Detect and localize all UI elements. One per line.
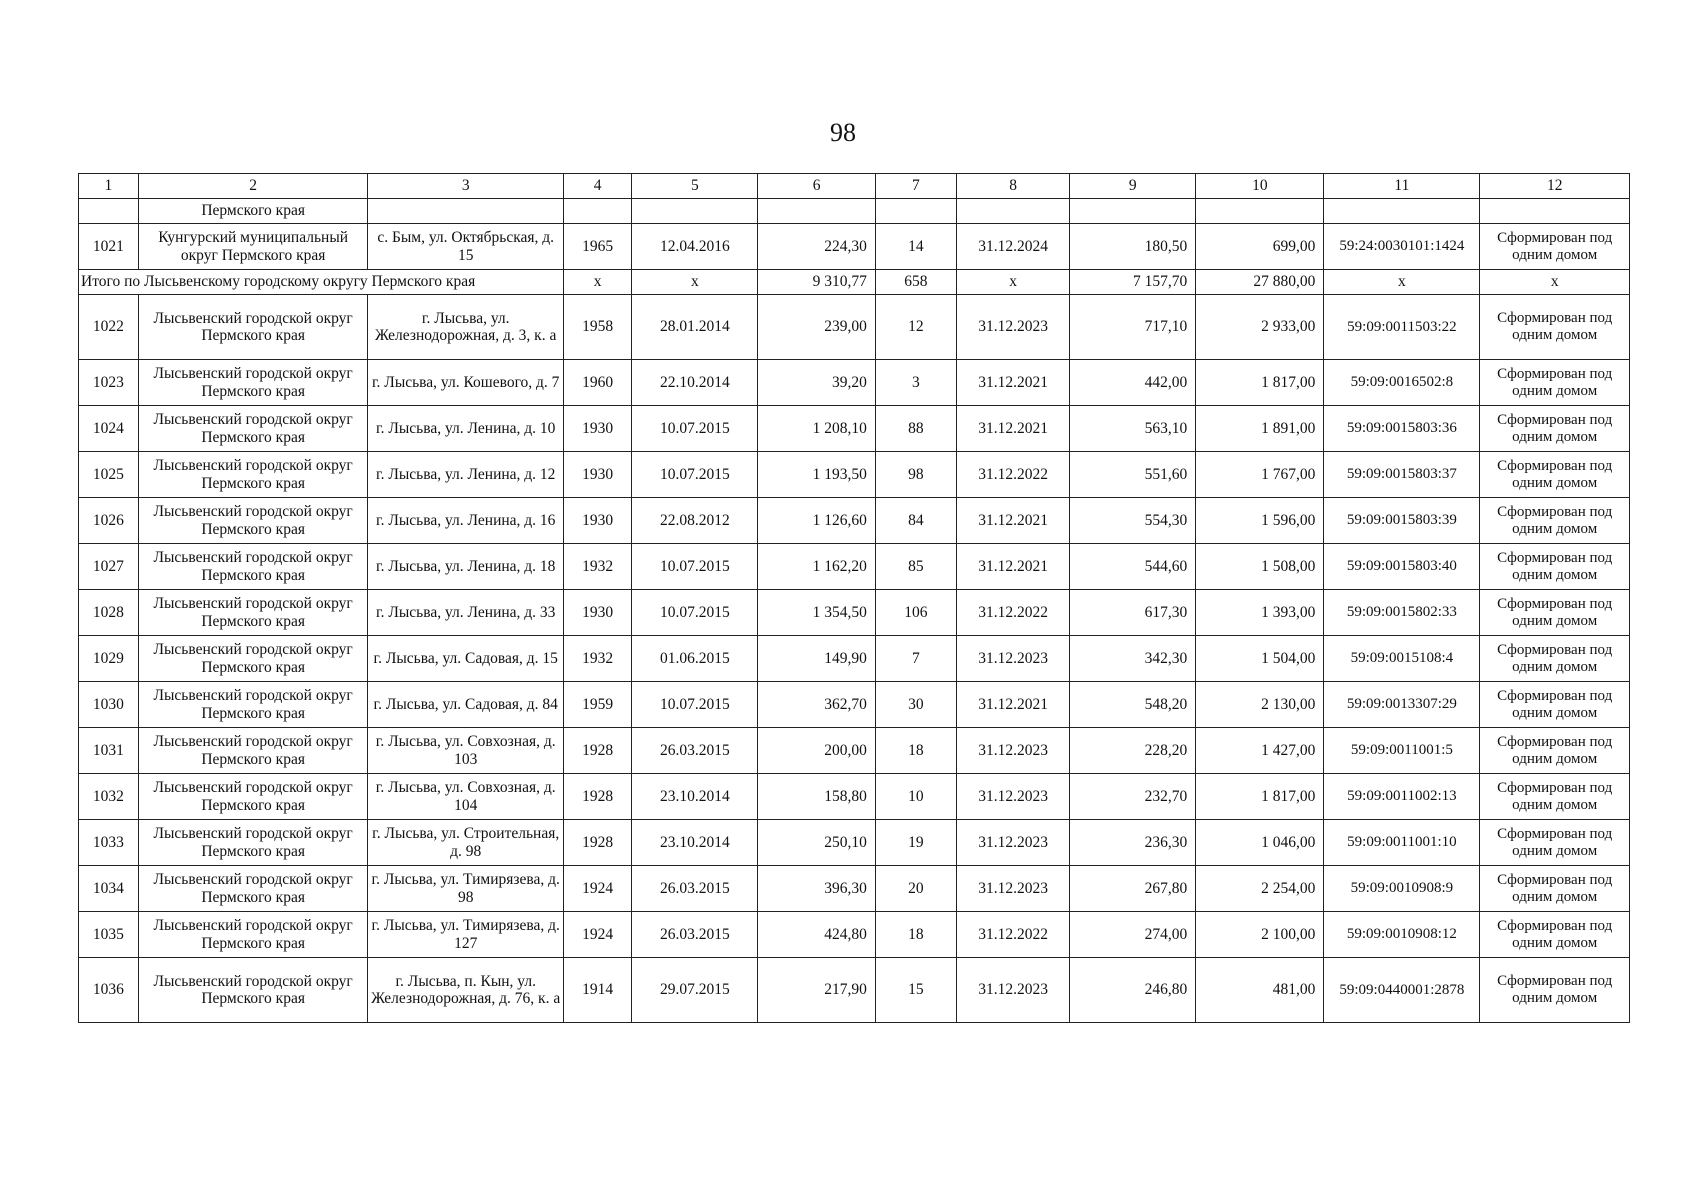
date-cell: 10.07.2015 (632, 406, 758, 452)
total-value-cell: х (1480, 270, 1630, 295)
deadline-cell: 31.12.2022 (957, 912, 1070, 958)
cadastral-number-cell: 59:09:0015803:37 (1324, 452, 1480, 498)
cadastral-number-cell: 59:09:0011002:13 (1324, 774, 1480, 820)
table-row (79, 452, 1630, 498)
residents-cell: 3 (875, 360, 956, 406)
address-cell: г. Лысьва, ул. Ленина, д. 33 (368, 590, 563, 636)
municipality-cell: Лысьвенский городской округ Пермского края (138, 544, 368, 590)
empty-cell (368, 199, 563, 224)
table-row (79, 544, 1630, 590)
total-value-cell: 9 310,77 (758, 270, 876, 295)
year-cell: 1930 (563, 590, 631, 636)
year-cell: 1924 (563, 866, 631, 912)
municipality-cell: Лысьвенский городской округ Пермского края (138, 682, 368, 728)
area-cell: 158,80 (758, 774, 876, 820)
table-row (79, 590, 1630, 636)
empty-cell (957, 199, 1070, 224)
residents-cell: 30 (875, 682, 956, 728)
residents-cell: 88 (875, 406, 956, 452)
residents-cell: 84 (875, 498, 956, 544)
empty-cell (1070, 199, 1196, 224)
table-row (79, 912, 1630, 958)
table-row (79, 224, 1630, 270)
deadline-cell: 31.12.2023 (957, 820, 1070, 866)
resettled-area-cell: 228,20 (1070, 728, 1196, 774)
empty-cell (1324, 199, 1480, 224)
area-cell: 424,80 (758, 912, 876, 958)
continuation-row (79, 199, 1630, 224)
total-value-cell: х (957, 270, 1070, 295)
total-value-cell: 7 157,70 (1070, 270, 1196, 295)
table-row (79, 774, 1630, 820)
row-number-cell: 1029 (79, 636, 139, 682)
row-number-cell: 1030 (79, 682, 139, 728)
date-cell: 26.03.2015 (632, 912, 758, 958)
deadline-cell: 31.12.2022 (957, 452, 1070, 498)
cadastral-number-cell: 59:09:0015802:33 (1324, 590, 1480, 636)
cost-cell: 1 817,00 (1196, 774, 1324, 820)
table-row (79, 866, 1630, 912)
total-value-cell: х (1324, 270, 1480, 295)
cost-cell: 1 817,00 (1196, 360, 1324, 406)
cost-cell: 1 504,00 (1196, 636, 1324, 682)
address-cell: г. Лысьва, ул. Ленина, д. 12 (368, 452, 563, 498)
cadastral-number-cell: 59:09:0011503:22 (1324, 295, 1480, 360)
empty-cell (79, 199, 139, 224)
resettled-area-cell: 232,70 (1070, 774, 1196, 820)
area-cell: 239,00 (758, 295, 876, 360)
area-cell: 362,70 (758, 682, 876, 728)
status-cell: Сформирован под одним домом (1480, 590, 1630, 636)
area-cell: 1 126,60 (758, 498, 876, 544)
resettled-area-cell: 554,30 (1070, 498, 1196, 544)
column-number-header: 11 (1324, 174, 1480, 199)
area-cell: 200,00 (758, 728, 876, 774)
deadline-cell: 31.12.2023 (957, 866, 1070, 912)
resettled-area-cell: 563,10 (1070, 406, 1196, 452)
resettled-area-cell: 442,00 (1070, 360, 1196, 406)
cost-cell: 1 891,00 (1196, 406, 1324, 452)
row-number-cell: 1026 (79, 498, 139, 544)
resettled-area-cell: 180,50 (1070, 224, 1196, 270)
cost-cell: 1 427,00 (1196, 728, 1324, 774)
deadline-cell: 31.12.2023 (957, 728, 1070, 774)
area-cell: 224,30 (758, 224, 876, 270)
cadastral-number-cell: 59:09:0015803:40 (1324, 544, 1480, 590)
row-number-cell: 1027 (79, 544, 139, 590)
year-cell: 1914 (563, 958, 631, 1023)
empty-cell (632, 199, 758, 224)
table-row (79, 958, 1630, 1023)
address-cell: г. Лысьва, ул. Ленина, д. 10 (368, 406, 563, 452)
year-cell: 1928 (563, 774, 631, 820)
status-cell: Сформирован под одним домом (1480, 728, 1630, 774)
page-number: 98 (830, 118, 856, 147)
date-cell: 26.03.2015 (632, 728, 758, 774)
deadline-cell: 31.12.2022 (957, 590, 1070, 636)
status-cell: Сформирован под одним домом (1480, 544, 1630, 590)
year-cell: 1932 (563, 636, 631, 682)
date-cell: 10.07.2015 (632, 682, 758, 728)
residents-cell: 10 (875, 774, 956, 820)
registry-table (78, 173, 1630, 1023)
cadastral-number-cell: 59:09:0016502:8 (1324, 360, 1480, 406)
address-cell: г. Лысьва, ул. Садовая, д. 84 (368, 682, 563, 728)
cost-cell: 1 767,00 (1196, 452, 1324, 498)
total-value-cell: 658 (875, 270, 956, 295)
status-cell: Сформирован под одним домом (1480, 224, 1630, 270)
residents-cell: 98 (875, 452, 956, 498)
address-cell: с. Бым, ул. Октябрьская, д. 15 (368, 224, 563, 270)
empty-cell (563, 199, 631, 224)
row-number-cell: 1023 (79, 360, 139, 406)
status-cell: Сформирован под одним домом (1480, 295, 1630, 360)
column-number-header: 4 (563, 174, 631, 199)
residents-cell: 18 (875, 728, 956, 774)
address-cell: г. Лысьва, ул. Строительная, д. 98 (368, 820, 563, 866)
year-cell: 1965 (563, 224, 631, 270)
deadline-cell: 31.12.2021 (957, 682, 1070, 728)
deadline-cell: 31.12.2021 (957, 360, 1070, 406)
column-number-header: 6 (758, 174, 876, 199)
address-cell: г. Лысьва, ул. Тимирязева, д. 127 (368, 912, 563, 958)
column-number-header: 8 (957, 174, 1070, 199)
cadastral-number-cell: 59:09:0440001:2878 (1324, 958, 1480, 1023)
empty-cell (1196, 199, 1324, 224)
date-cell: 01.06.2015 (632, 636, 758, 682)
table-row (79, 498, 1630, 544)
cadastral-number-cell: 59:09:0011001:5 (1324, 728, 1480, 774)
year-cell: 1959 (563, 682, 631, 728)
municipality-cell: Лысьвенский городской округ Пермского края (138, 360, 368, 406)
status-cell: Сформирован под одним домом (1480, 958, 1630, 1023)
resettled-area-cell: 267,80 (1070, 866, 1196, 912)
column-number-header: 5 (632, 174, 758, 199)
address-cell: г. Лысьва, ул. Ленина, д. 16 (368, 498, 563, 544)
status-cell: Сформирован под одним домом (1480, 636, 1630, 682)
resettled-area-cell: 617,30 (1070, 590, 1196, 636)
deadline-cell: 31.12.2021 (957, 406, 1070, 452)
year-cell: 1960 (563, 360, 631, 406)
area-cell: 217,90 (758, 958, 876, 1023)
total-value-cell: х (563, 270, 631, 295)
column-number-header: 1 (79, 174, 139, 199)
residents-cell: 20 (875, 866, 956, 912)
cadastral-number-cell: 59:24:0030101:1424 (1324, 224, 1480, 270)
deadline-cell: 31.12.2021 (957, 498, 1070, 544)
resettled-area-cell: 548,20 (1070, 682, 1196, 728)
cost-cell: 1 508,00 (1196, 544, 1324, 590)
year-cell: 1930 (563, 452, 631, 498)
total-row (79, 270, 1630, 295)
year-cell: 1930 (563, 406, 631, 452)
cost-cell: 2 254,00 (1196, 866, 1324, 912)
address-cell: г. Лысьва, ул. Совхозная, д. 103 (368, 728, 563, 774)
area-cell: 39,20 (758, 360, 876, 406)
status-cell: Сформирован под одним домом (1480, 406, 1630, 452)
resettled-area-cell: 544,60 (1070, 544, 1196, 590)
area-cell: 396,30 (758, 866, 876, 912)
column-number-header-row (79, 174, 1630, 199)
resettled-area-cell: 274,00 (1070, 912, 1196, 958)
date-cell: 12.04.2016 (632, 224, 758, 270)
year-cell: 1930 (563, 498, 631, 544)
resettled-area-cell: 551,60 (1070, 452, 1196, 498)
total-value-cell: х (632, 270, 758, 295)
status-cell: Сформирован под одним домом (1480, 774, 1630, 820)
column-number-header: 7 (875, 174, 956, 199)
row-number-cell: 1021 (79, 224, 139, 270)
municipality-cell: Лысьвенский городской округ Пермского края (138, 452, 368, 498)
year-cell: 1928 (563, 728, 631, 774)
date-cell: 26.03.2015 (632, 866, 758, 912)
municipality-cell: Лысьвенский городской округ Пермского края (138, 820, 368, 866)
municipality-cell: Лысьвенский городской округ Пермского края (138, 636, 368, 682)
deadline-cell: 31.12.2023 (957, 636, 1070, 682)
table-row (79, 360, 1630, 406)
municipality-cell: Кунгурский муниципальный округ Пермского края (138, 224, 368, 270)
resettled-area-cell: 717,10 (1070, 295, 1196, 360)
municipality-cell: Лысьвенский городской округ Пермского края (138, 295, 368, 360)
area-cell: 1 208,10 (758, 406, 876, 452)
column-number-header: 9 (1070, 174, 1196, 199)
deadline-cell: 31.12.2024 (957, 224, 1070, 270)
status-cell: Сформирован под одним домом (1480, 682, 1630, 728)
column-number-header: 2 (138, 174, 368, 199)
municipality-cell: Лысьвенский городской округ Пермского края (138, 498, 368, 544)
row-number-cell: 1025 (79, 452, 139, 498)
cost-cell: 1 393,00 (1196, 590, 1324, 636)
resettled-area-cell: 342,30 (1070, 636, 1196, 682)
municipality-cell: Лысьвенский городской округ Пермского края (138, 406, 368, 452)
municipality-cell: Лысьвенский городской округ Пермского края (138, 866, 368, 912)
address-cell: г. Лысьва, ул. Тимирязева, д. 98 (368, 866, 563, 912)
status-cell: Сформирован под одним домом (1480, 912, 1630, 958)
cost-cell: 1 596,00 (1196, 498, 1324, 544)
status-cell: Сформирован под одним домом (1480, 820, 1630, 866)
residents-cell: 7 (875, 636, 956, 682)
empty-cell (875, 199, 956, 224)
column-number-header: 10 (1196, 174, 1324, 199)
year-cell: 1932 (563, 544, 631, 590)
municipality-cell: Лысьвенский городской округ Пермского края (138, 774, 368, 820)
date-cell: 29.07.2015 (632, 958, 758, 1023)
residents-cell: 19 (875, 820, 956, 866)
cadastral-number-cell: 59:09:0010908:12 (1324, 912, 1480, 958)
resettled-area-cell: 246,80 (1070, 958, 1196, 1023)
year-cell: 1958 (563, 295, 631, 360)
date-cell: 23.10.2014 (632, 774, 758, 820)
row-number-cell: 1035 (79, 912, 139, 958)
deadline-cell: 31.12.2023 (957, 295, 1070, 360)
address-cell: г. Лысьва, ул. Садовая, д. 15 (368, 636, 563, 682)
column-number-header: 12 (1480, 174, 1630, 199)
residents-cell: 14 (875, 224, 956, 270)
total-label: Итого по Лысьвенскому городскому округу Пермского края (79, 270, 564, 295)
date-cell: 10.07.2015 (632, 544, 758, 590)
address-cell: г. Лысьва, ул. Кошевого, д. 7 (368, 360, 563, 406)
table-row (79, 636, 1630, 682)
year-cell: 1928 (563, 820, 631, 866)
table-row (79, 728, 1630, 774)
residents-cell: 12 (875, 295, 956, 360)
area-cell: 1 193,50 (758, 452, 876, 498)
cadastral-number-cell: 59:09:0015108:4 (1324, 636, 1480, 682)
empty-cell (1480, 199, 1630, 224)
residents-cell: 106 (875, 590, 956, 636)
row-number-cell: 1031 (79, 728, 139, 774)
date-cell: 28.01.2014 (632, 295, 758, 360)
table-row (79, 820, 1630, 866)
cost-cell: 481,00 (1196, 958, 1324, 1023)
cost-cell: 2 100,00 (1196, 912, 1324, 958)
address-cell: г. Лысьва, п. Кын, ул. Железнодорожная, д. 76, к. а (368, 958, 563, 1023)
date-cell: 23.10.2014 (632, 820, 758, 866)
row-number-cell: 1028 (79, 590, 139, 636)
cost-cell: 2 130,00 (1196, 682, 1324, 728)
row-number-cell: 1036 (79, 958, 139, 1023)
date-cell: 10.07.2015 (632, 590, 758, 636)
row-number-cell: 1022 (79, 295, 139, 360)
year-cell: 1924 (563, 912, 631, 958)
municipality-cell: Лысьвенский городской округ Пермского края (138, 958, 368, 1023)
area-cell: 149,90 (758, 636, 876, 682)
status-cell: Сформирован под одним домом (1480, 360, 1630, 406)
residents-cell: 85 (875, 544, 956, 590)
area-cell: 1 354,50 (758, 590, 876, 636)
date-cell: 10.07.2015 (632, 452, 758, 498)
residents-cell: 18 (875, 912, 956, 958)
date-cell: 22.10.2014 (632, 360, 758, 406)
row-number-cell: 1033 (79, 820, 139, 866)
municipality-cell: Пермского края (138, 199, 368, 224)
cost-cell: 699,00 (1196, 224, 1324, 270)
municipality-cell: Лысьвенский городской округ Пермского края (138, 590, 368, 636)
area-cell: 1 162,20 (758, 544, 876, 590)
row-number-cell: 1024 (79, 406, 139, 452)
resettled-area-cell: 236,30 (1070, 820, 1196, 866)
status-cell: Сформирован под одним домом (1480, 498, 1630, 544)
status-cell: Сформирован под одним домом (1480, 452, 1630, 498)
address-cell: г. Лысьва, ул. Совхозная, д. 104 (368, 774, 563, 820)
municipality-cell: Лысьвенский городской округ Пермского края (138, 912, 368, 958)
deadline-cell: 31.12.2023 (957, 774, 1070, 820)
cadastral-number-cell: 59:09:0015803:36 (1324, 406, 1480, 452)
column-number-header: 3 (368, 174, 563, 199)
residents-cell: 15 (875, 958, 956, 1023)
table-row (79, 295, 1630, 360)
area-cell: 250,10 (758, 820, 876, 866)
cost-cell: 2 933,00 (1196, 295, 1324, 360)
total-value-cell: 27 880,00 (1196, 270, 1324, 295)
table-row (79, 682, 1630, 728)
status-cell: Сформирован под одним домом (1480, 866, 1630, 912)
table-row (79, 406, 1630, 452)
address-cell: г. Лысьва, ул. Ленина, д. 18 (368, 544, 563, 590)
cadastral-number-cell: 59:09:0010908:9 (1324, 866, 1480, 912)
cadastral-number-cell: 59:09:0015803:39 (1324, 498, 1480, 544)
date-cell: 22.08.2012 (632, 498, 758, 544)
empty-cell (758, 199, 876, 224)
cadastral-number-cell: 59:09:0011001:10 (1324, 820, 1480, 866)
address-cell: г. Лысьва, ул. Железнодорожная, д. 3, к. а (368, 295, 563, 360)
row-number-cell: 1034 (79, 866, 139, 912)
cost-cell: 1 046,00 (1196, 820, 1324, 866)
deadline-cell: 31.12.2023 (957, 958, 1070, 1023)
cadastral-number-cell: 59:09:0013307:29 (1324, 682, 1480, 728)
deadline-cell: 31.12.2021 (957, 544, 1070, 590)
municipality-cell: Лысьвенский городской округ Пермского края (138, 728, 368, 774)
row-number-cell: 1032 (79, 774, 139, 820)
